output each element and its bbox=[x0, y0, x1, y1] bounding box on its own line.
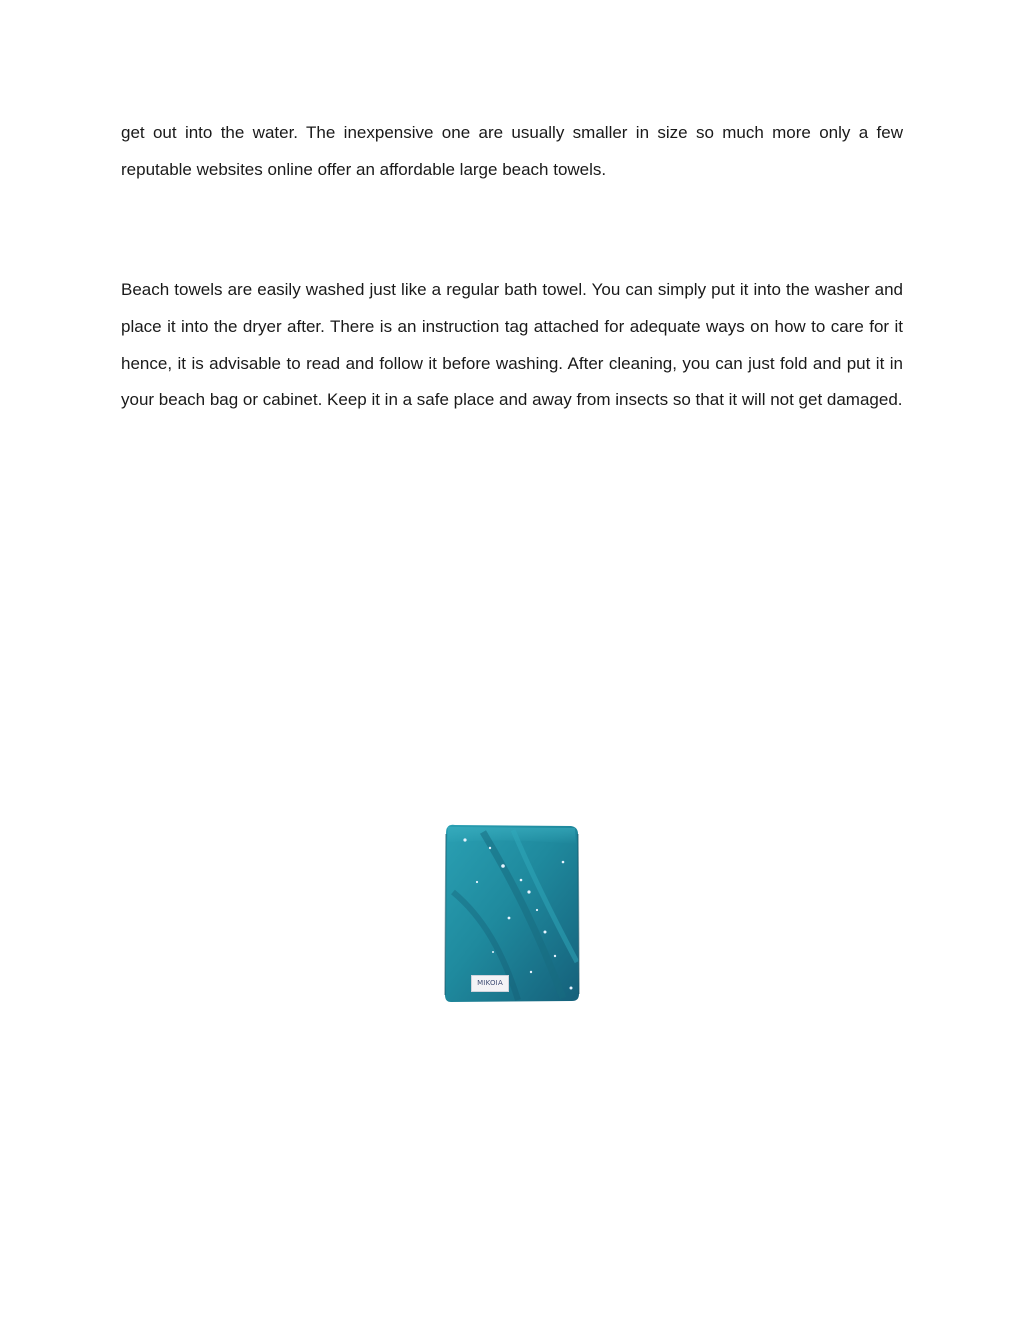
paragraph-towel-sizes: get out into the water. The inexpensive one are usually smaller in size so much more only a few reputable websites online offer an affordable large beach towels. bbox=[121, 123, 903, 179]
towel-edge bbox=[578, 834, 579, 994]
towel-edge bbox=[445, 834, 446, 995]
towel-brand-label: MIKOIA bbox=[471, 975, 509, 992]
paragraph-towel-care: Beach towels are easily washed just like a regular bath towel. You can simply put it into the washer and place it into the dryer after. There is an instruction tag attached for adequate ways on how to care for it hence, it is advisable to read and follow it before washing. After cleaning, you can just fold and put it in your beach bag or cabinet. Keep it in a safe place and away from insects so that it will not get damaged. bbox=[121, 280, 903, 410]
towel-illustration bbox=[443, 822, 581, 1004]
folded-beach-towel-image bbox=[443, 822, 581, 1004]
